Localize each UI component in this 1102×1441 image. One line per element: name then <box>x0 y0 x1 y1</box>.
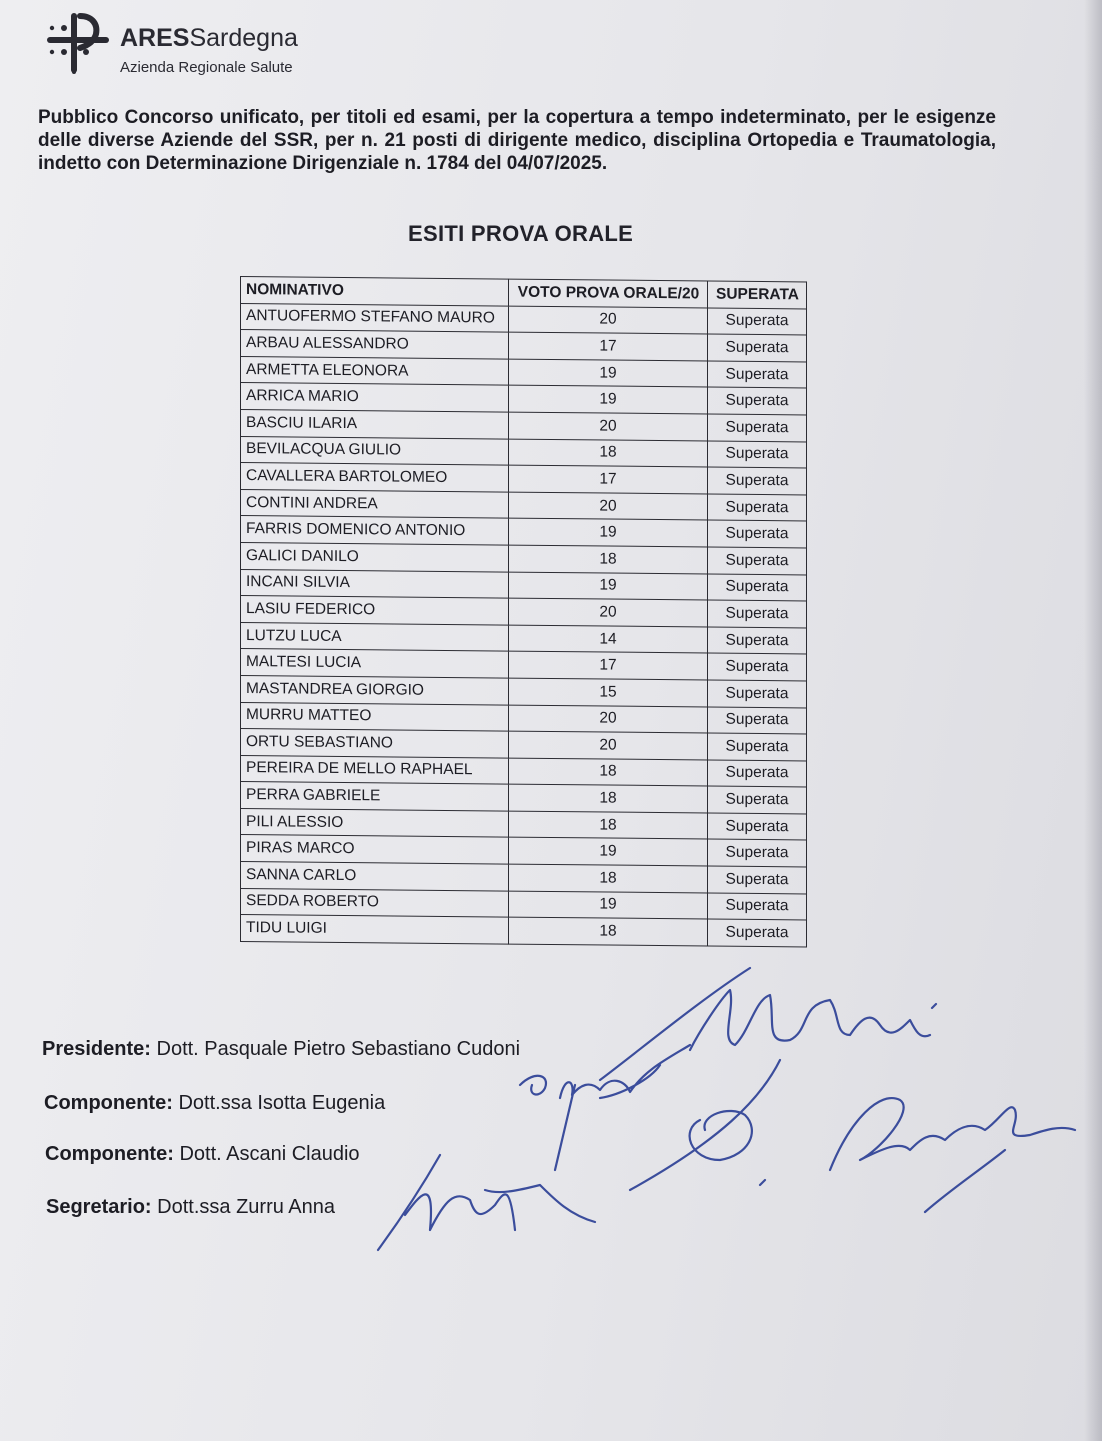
cell-nominativo: ARBAU ALESSANDRO <box>241 330 509 359</box>
cell-superata: Superata <box>708 334 807 362</box>
signatory-componente-2 <box>45 1143 360 1166</box>
cell-nominativo: BEVILACQUA GIULIO <box>241 436 509 465</box>
cell-superata: Superata <box>708 786 807 814</box>
cell-nominativo: PEREIRA DE MELLO RAPHAEL <box>241 755 509 784</box>
cell-voto: 18 <box>509 758 708 787</box>
cell-nominativo: PERRA GABRIELE <box>241 782 509 811</box>
cell-voto: 20 <box>509 598 708 627</box>
column-header-nominativo: NOMINATIVO <box>241 277 509 306</box>
signatory-name: Dott. Pasquale Pietro Sebastiano Cudoni <box>156 1038 521 1060</box>
ares-logo-icon <box>44 12 110 74</box>
cell-nominativo: GALICI DANILO <box>241 542 509 571</box>
cell-nominativo: MALTESI LUCIA <box>241 649 509 678</box>
cell-voto: 19 <box>509 359 708 388</box>
cell-superata: Superata <box>708 839 807 867</box>
cell-superata: Superata <box>708 706 807 734</box>
signature-presidente <box>600 968 936 1080</box>
cell-voto: 18 <box>509 439 708 468</box>
cell-voto: 19 <box>509 838 708 867</box>
cell-superata: Superata <box>708 733 807 761</box>
signatory-name: Dott.ssa Zurru Anna <box>157 1196 336 1218</box>
document-heading: Pubblico Concorso unificato, per titoli ed esami, per la copertura a tempo indeterminato, per le esigenze delle diverse Aziende del SSR, per n. 21 posti di dirigente medico, disciplina Ortopedia e Traumatologia, indetto con Determinazione Dirigenziale n. 1784 del 04/07/2025. <box>38 107 996 174</box>
cell-nominativo: CONTINI ANDREA <box>241 489 509 518</box>
cell-voto: 15 <box>509 678 708 707</box>
cell-superata: Superata <box>708 308 807 336</box>
section-title: ESITI PROVA ORALE <box>408 221 634 246</box>
cell-superata: Superata <box>708 627 807 655</box>
cell-nominativo: PIRAS MARCO <box>241 835 509 864</box>
cell-superata: Superata <box>708 600 807 628</box>
cell-voto: 18 <box>509 864 708 893</box>
signature-segretario <box>378 1155 595 1250</box>
cell-voto: 20 <box>509 306 708 335</box>
cell-voto: 19 <box>509 891 708 920</box>
cell-voto: 17 <box>509 465 708 494</box>
cell-nominativo: BASCIU ILARIA <box>241 409 509 438</box>
cell-superata: Superata <box>708 919 807 947</box>
cell-nominativo: SEDDA ROBERTO <box>241 888 509 917</box>
cell-nominativo: ANTUOFERMO STEFANO MAURO <box>241 303 509 332</box>
signature-componente-1 <box>520 1045 690 1170</box>
cell-superata: Superata <box>708 653 807 681</box>
cell-superata: Superata <box>708 520 807 548</box>
signatory-componente-1 <box>44 1092 385 1115</box>
table-body <box>241 303 807 947</box>
cell-nominativo: ORTU SEBASTIANO <box>241 729 509 758</box>
cell-voto: 14 <box>509 625 708 654</box>
cell-voto: 20 <box>509 731 708 760</box>
signature-componente-2 <box>630 1060 1075 1212</box>
cell-superata: Superata <box>708 387 807 415</box>
cell-nominativo: PILI ALESSIO <box>241 808 509 837</box>
signatory-role: Presidente: <box>42 1038 151 1060</box>
cell-voto: 17 <box>509 651 708 680</box>
cell-superata: Superata <box>708 361 807 389</box>
cell-superata: Superata <box>708 414 807 442</box>
cell-nominativo: TIDU LUIGI <box>241 915 509 944</box>
cell-superata: Superata <box>708 574 807 602</box>
logo-subtitle: Azienda Regionale Salute <box>120 59 293 76</box>
cell-voto: 18 <box>509 784 708 813</box>
cell-nominativo: CAVALLERA BARTOLOMEO <box>241 463 509 492</box>
signatory-presidente <box>42 1038 520 1061</box>
column-header-voto: VOTO PROVA ORALE/20 <box>509 279 708 308</box>
cell-superata: Superata <box>708 680 807 708</box>
cell-voto: 20 <box>509 705 708 734</box>
cell-voto: 18 <box>509 917 708 946</box>
results-table <box>240 276 807 947</box>
cell-nominativo: MASTANDREA GIORGIO <box>241 675 509 704</box>
cell-nominativo: SANNA CARLO <box>241 862 509 891</box>
page-edge-shadow <box>1084 0 1102 1441</box>
cell-nominativo: MURRU MATTEO <box>241 702 509 731</box>
cell-nominativo: LUTZU LUCA <box>241 622 509 651</box>
cell-nominativo: ARMETTA ELEONORA <box>241 356 509 385</box>
cell-voto: 17 <box>509 332 708 361</box>
ares-logo <box>44 12 344 82</box>
cell-superata: Superata <box>708 866 807 894</box>
signatory-role: Componente: <box>44 1092 173 1114</box>
cell-voto: 19 <box>509 518 708 547</box>
signatory-segretario <box>46 1196 335 1219</box>
cell-superata: Superata <box>708 813 807 841</box>
cell-voto: 20 <box>509 492 708 521</box>
cell-voto: 18 <box>509 811 708 840</box>
signatory-role: Componente: <box>45 1143 174 1165</box>
cell-nominativo: LASIU FEDERICO <box>241 596 509 625</box>
signatory-name: Dott.ssa Isotta Eugenia <box>178 1092 386 1114</box>
cell-nominativo: ARRICA MARIO <box>241 383 509 412</box>
table-row <box>241 915 807 947</box>
cell-voto: 19 <box>509 385 708 414</box>
cell-superata: Superata <box>708 494 807 522</box>
cell-nominativo: FARRIS DOMENICO ANTONIO <box>241 516 509 545</box>
cell-nominativo: INCANI SILVIA <box>241 569 509 598</box>
signatory-name: Dott. Ascani Claudio <box>179 1143 360 1165</box>
cell-voto: 18 <box>509 545 708 574</box>
cell-superata: Superata <box>708 467 807 495</box>
cell-superata: Superata <box>708 760 807 788</box>
signatory-role: Segretario: <box>46 1196 152 1218</box>
logo-brand: ARESSardegna <box>120 24 298 52</box>
cell-voto: 20 <box>509 412 708 441</box>
cell-superata: Superata <box>708 547 807 575</box>
column-header-superata: SUPERATA <box>708 281 807 309</box>
cell-voto: 19 <box>509 572 708 601</box>
cell-superata: Superata <box>708 893 807 921</box>
cell-superata: Superata <box>708 441 807 469</box>
